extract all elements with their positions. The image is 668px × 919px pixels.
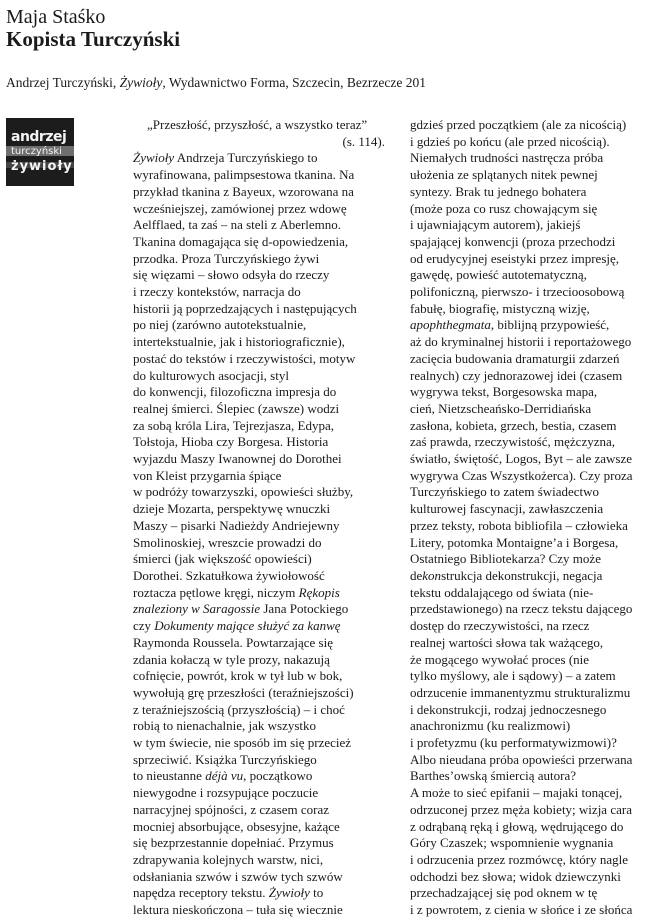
italic-segment: Rękopis	[298, 584, 340, 600]
biblio-book-title: Żywioły	[119, 75, 163, 90]
text-line: Maszy – pisarki Nadieżdy Andriejewny	[133, 517, 340, 533]
text-line: i gdzieś po końcu (ale przed nicością).	[410, 133, 610, 149]
text-line	[133, 601, 388, 618]
text-line: przykład tkanina z Bayeux, wzorowana na	[133, 183, 354, 199]
text-line: światło, świętość, Logos, Byt – ale zawsze	[410, 451, 633, 467]
text-line: wygrywa Czas Wszystkożerca). Czy proza	[410, 467, 633, 483]
text-line: narracyjnej spójności, z czasem coraz	[133, 801, 329, 817]
text-line: wcześniejszej, zamówionej przez wdowę	[133, 200, 347, 216]
text-line	[133, 150, 388, 167]
text-line: aż do kryminalnej historii i reportażowego	[410, 334, 632, 350]
text-segment: de	[410, 567, 423, 583]
text-line: że mogącego wywołać proces (nie	[410, 651, 590, 667]
text-line: gawędę, powieść autotematyczną,	[410, 267, 587, 283]
italic-segment: apophthegmata	[410, 317, 491, 333]
text-line: Dorothei. Szkatułkowa żywiołowość	[133, 567, 325, 583]
text-line: Góry Czaszek; wspomnienie wygnania	[410, 835, 614, 851]
text-line: mocniej absorbujące, obsesyjne, każące	[133, 818, 340, 834]
article-title: Kopista Turczyński	[6, 27, 181, 51]
text-line: „Przeszłość, przyszłość, a wszystko teraz”	[147, 117, 368, 132]
text-line: tylko myślowy, ale i sądowy) – a zatem	[410, 668, 616, 684]
text-line	[133, 618, 388, 635]
text-line	[133, 768, 388, 785]
text-line	[133, 585, 388, 602]
text-line: i profetyzmu (ku performatywizmowi)?	[410, 735, 617, 751]
text-line: zaś prawda, rzeczywistość, mężczyzna,	[410, 434, 615, 450]
text-line: postać do tekstów i rzeczywistości, motyw	[133, 350, 356, 366]
text-line	[410, 317, 668, 334]
text-column-left	[133, 117, 388, 919]
text-line: od erudycyjnej eseistyki przez impresję,	[410, 250, 620, 266]
text-line: syntezy. Brak tu jednego bohatera	[410, 183, 587, 199]
text-segment: Andrzeja Turczyńskiego to	[174, 150, 318, 166]
text-line: odchodzi bez słowa; widok dziewczynki	[410, 868, 621, 884]
text-line: się bezprzestannie dopełniać. Przymus	[133, 835, 334, 851]
text-line: przedstawionego) na rzecz tekstu dającego	[410, 601, 633, 617]
text-line: z odrąbaną ręką i głową, wędrującego do	[410, 818, 624, 834]
cover-author-first-name: andrzej	[11, 129, 67, 145]
text-line: i z powrotem, z cienia w słońce i ze słońca	[410, 902, 633, 918]
text-line: realnej wartości słowa tak ważącego,	[410, 634, 604, 650]
book-cover-image	[6, 118, 74, 186]
text-line: zdrapywania kolejnych warstw, nici,	[133, 851, 324, 867]
text-line: do kulturowych asocjacji, styl	[133, 367, 289, 383]
text-segment: czy	[133, 618, 155, 634]
article-author: Maja Staśko	[6, 6, 106, 28]
text-line: i ujawniającym autorem), jakiejś	[410, 217, 581, 233]
bibliographic-note	[6, 75, 426, 91]
text-line: Litery, potomka Montaigne’a i Borgesa,	[410, 534, 619, 550]
biblio-publisher: , Wydawnictwo Forma, Szczecin, Bezrzecze 201	[162, 75, 426, 90]
text-line: się więzami – słowo odsyła do rzeczy	[133, 267, 330, 283]
text-line: przechadzającej się pod oknem w tę	[410, 885, 598, 901]
text-line: lektura nieskończona – tuła się wiecznie	[133, 902, 343, 918]
italic-segment: kon	[422, 567, 442, 583]
text-line: zdania kołaczą w tyle prozy, nakazują	[133, 651, 330, 667]
text-line: z teraźniejszością (przyszłością) – i choć	[133, 701, 345, 717]
text-line: śmierci (jak większość opowieści)	[133, 551, 312, 567]
text-line: Tołstoja, Hioba czy Borgesa. Historia	[133, 434, 329, 450]
text-line: w tym świecie, nie sposób im się przecież	[133, 735, 352, 751]
text-line: realnej śmierci. Ślepiec (zawsze) wodzi	[133, 400, 340, 416]
text-line: sprzeciwić. Książka Turczyńskiego	[133, 751, 317, 767]
text-line: dostęp do rzeczywistości, na rzecz	[410, 618, 590, 634]
italic-segment: déjà vu	[205, 768, 244, 784]
text-line: Niemałych trudności nastręcza próba	[410, 150, 604, 166]
text-line: robią to nienachalnie, jak wszystko	[133, 718, 317, 734]
text-line: anachronizmu (ku realizmowi)	[410, 718, 571, 734]
cover-book-title: żywioły	[11, 159, 73, 174]
text-line: (może poza co rusz chowającym się	[410, 200, 598, 216]
text-line: do konwencji, filozoficzna impresja do	[133, 384, 337, 400]
italic-segment: Żywioły	[268, 885, 310, 901]
text-line: i rzeczy kontekstów, narracja do	[133, 284, 301, 300]
italic-segment: znaleziony w Saragossie	[133, 601, 261, 617]
text-line: dzieje Mozarta, perspektywę wnuczki	[133, 501, 331, 517]
text-segment: Jana Potockiego	[260, 601, 349, 617]
text-line: Barthes’owską śmiercią autora?	[410, 768, 577, 784]
text-line: tekstu oddalającego od świata (nie-	[410, 584, 594, 600]
text-line: zacięcia budowania dramaturgii zdarzeń	[410, 350, 620, 366]
text-line: wyjazdu Maszy Iwanownej do Dorothei	[133, 451, 342, 467]
text-line: wywołują grę przeszłości (teraźniejszości)	[133, 684, 354, 700]
italic-segment: Żywioły	[133, 150, 175, 166]
text-segment: napędza receptory tekstu.	[133, 885, 269, 901]
text-line: i dekonstrukcji, rodzaj jednoczesnego	[410, 701, 607, 717]
text-line: intertekstualnie, jak i historiograficznie),	[133, 334, 345, 350]
text-line: Smolinoskiej, wreszcie prowadzi do	[133, 534, 322, 550]
text-segment: strukcja dekonstrukcji, negacja	[441, 567, 603, 583]
text-segment: to nieustanne	[133, 768, 206, 784]
text-line: (s. 114).	[342, 133, 385, 149]
text-column-right	[410, 117, 668, 919]
text-line: Ostatniego Bibliotekarza? Czy może	[410, 551, 601, 567]
italic-segment: Dokumenty mające służyć za kanwę	[154, 618, 341, 634]
biblio-prefix: Andrzej Turczyński,	[6, 75, 120, 90]
text-line: von Kleist przygarnia śpiące	[133, 467, 282, 483]
text-line: i odrzucenia przez rozmówcę, który nagle	[410, 851, 629, 867]
text-line: cofnięcie, powrót, krok w tył lub w bok,	[133, 668, 343, 684]
text-line: fabułę, biografię, mistyczną wizję,	[410, 300, 590, 316]
text-line: Albo nieudana próba opowieści przerwana	[410, 751, 633, 767]
text-line	[410, 568, 668, 585]
text-line: Turczyńskiego to zatem świadectwo	[410, 484, 600, 500]
text-line: odrzucenie immanentyzmu strukturalizmu	[410, 684, 631, 700]
text-line: realnych) czy jednorazowej idei (czasem	[410, 367, 623, 383]
text-segment: , początkowo	[243, 768, 313, 784]
text-line: Raymonda Roussela. Powtarzające się	[133, 634, 333, 650]
text-line: wygrywa tekst, Borgesowska mapa,	[410, 384, 598, 400]
text-line: niewygodne i rozsypujące poczucie	[133, 785, 319, 801]
text-line: odrzuconej przez męża kobiety; wizja cara	[410, 801, 632, 817]
text-line: ułożenia ze splątanych nitek pewnej	[410, 167, 598, 183]
text-line: wyrafinowana, palimpsestowa tkanina. Na	[133, 167, 355, 183]
text-line: kulturowej fascynacji, zawłaszczenia	[410, 501, 604, 517]
text-line: cień, Nietzscheańsko-Derridiańska	[410, 400, 592, 416]
text-line: przez teksty, robota bibliofila – człowieka	[410, 517, 628, 533]
text-line: Tkanina domagająca się d-opowiedzenia,	[133, 233, 349, 249]
text-line: zasłona, kobieta, grzech, bestia, czasem	[410, 417, 617, 433]
text-segment: , biblijną przypowieść,	[490, 317, 610, 333]
text-line: za sobą króla Lira, Tejrezjasza, Edypa,	[133, 417, 334, 433]
text-line: polifoniczną, pierwszo- i trzecioosobową	[410, 284, 625, 300]
text-segment: to	[309, 885, 324, 901]
text-line: odsłaniania szwów i szwów tych szwów	[133, 868, 343, 884]
text-line: przodka. Proza Turczyńskiego żywi	[133, 250, 320, 266]
text-line: historii ją poprzedzających i następujących	[133, 300, 357, 316]
text-line: A może to sieć epifanii – majaki tonącej,	[410, 785, 623, 801]
text-line: w podróży towarzyszki, opowieści służby,	[133, 484, 354, 500]
text-line: gdzieś przed początkiem (ale za nicością)	[410, 117, 627, 132]
text-line: Aelfflaed, ta zaś – na steli z Aberlemno.	[133, 217, 342, 233]
text-line: spajającej konwencji (proza przechodzi	[410, 233, 616, 249]
text-line: po niej (zarówno autotekstualnie,	[133, 317, 307, 333]
text-segment: roztacza pętlowe kręgi, niczym	[133, 584, 299, 600]
cover-author-last-name: turczyński	[11, 146, 62, 157]
